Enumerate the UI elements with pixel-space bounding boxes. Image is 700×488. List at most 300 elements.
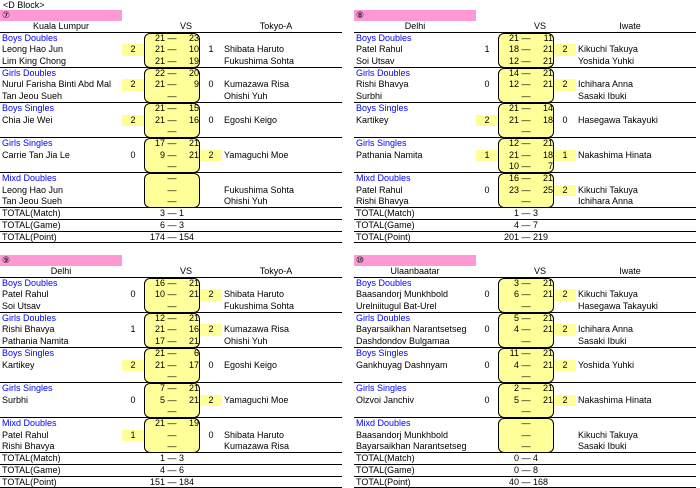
score-right: [533, 126, 553, 138]
games-won-left: [122, 161, 144, 173]
event-name: Boys Singles: [356, 102, 409, 113]
event-row: [0, 313, 342, 325]
games-won-right: [554, 430, 576, 442]
total-label: TOTAL(Point): [2, 231, 57, 242]
match-board: [0, 255, 342, 488]
player-right: [578, 406, 696, 418]
score-left: 2: [513, 382, 519, 393]
player-row: [354, 324, 696, 336]
score-left: 21: [154, 44, 165, 55]
total-label: TOTAL(Point): [356, 476, 411, 487]
player-right: [224, 371, 342, 383]
player-left: [356, 161, 474, 173]
event-row: [354, 173, 696, 185]
player-row: [354, 79, 696, 91]
total-label: TOTAL(Point): [356, 231, 411, 242]
games-won-right: [554, 406, 576, 418]
score-left: 21: [154, 359, 165, 370]
player-left: Chia Jie Wei: [2, 114, 53, 125]
games-won-left: 0: [130, 394, 136, 405]
score-right: [179, 371, 199, 383]
event-name: Mixd Doubles: [356, 418, 411, 429]
score-dash: —: [167, 382, 177, 393]
total-dash: —: [521, 231, 531, 242]
score-right: [533, 196, 553, 208]
games-won-left: 0: [484, 359, 490, 370]
player-row: [0, 371, 342, 383]
event-row: [354, 68, 696, 80]
total-row: [0, 232, 342, 244]
score-right: [533, 418, 553, 430]
games-won-right: 2: [200, 289, 222, 301]
score-dash: —: [521, 289, 531, 300]
total-label: TOTAL(Match): [356, 208, 415, 219]
score-right: 16: [188, 324, 199, 335]
total-label: TOTAL(Game): [356, 219, 415, 230]
player-row: [354, 301, 696, 313]
score-left: 4: [513, 324, 519, 335]
score-right: 21: [188, 394, 199, 405]
games-won-right: 0: [208, 79, 214, 90]
player-row: [0, 324, 342, 336]
event-name: Girls Doubles: [356, 67, 411, 78]
player-right: Shibata Haruto: [224, 429, 285, 440]
event-row: [354, 33, 696, 45]
player-right: [578, 371, 696, 383]
games-won-left: [476, 371, 498, 383]
player-left: Rishi Bhavya: [2, 324, 55, 335]
score-left: [145, 126, 165, 138]
player-right: [224, 126, 342, 138]
score-right: [179, 126, 199, 138]
player-row: [354, 336, 696, 348]
total-row: [354, 453, 696, 465]
score-left: 21: [154, 347, 165, 358]
player-left: Soi Utsav: [356, 56, 395, 67]
score-right: [179, 196, 199, 208]
score-dash: —: [521, 312, 531, 323]
player-left: Kartikey: [356, 114, 389, 125]
score-left: 7: [159, 382, 165, 393]
score-dash: —: [167, 149, 177, 160]
games-won-left: [122, 301, 144, 313]
games-won-left: [476, 336, 498, 348]
score-dash: —: [521, 173, 531, 184]
event-name: Boys Singles: [2, 102, 55, 113]
games-won-right: [200, 371, 222, 383]
score-dash: —: [521, 79, 531, 90]
player-right: Yoshida Yuhki: [578, 359, 635, 370]
player-row: [0, 79, 342, 91]
total-row: [0, 465, 342, 477]
score-left: 16: [508, 173, 519, 184]
player-left: [2, 161, 120, 173]
games-won-right: [554, 301, 576, 313]
player-left: Surbhi: [2, 394, 29, 405]
games-won-left: [476, 441, 498, 453]
score-dash: —: [521, 418, 531, 429]
player-row: [0, 185, 342, 197]
player-left: [356, 406, 474, 418]
score-right: 10: [188, 44, 199, 55]
score-right: [533, 371, 553, 383]
player-left: Baasandorj Munkhbold: [356, 289, 449, 300]
score-dash: —: [167, 336, 177, 347]
player-right: [578, 161, 696, 173]
event-row: [0, 68, 342, 80]
team-header-row: [354, 266, 696, 278]
total-left: 174: [149, 231, 165, 242]
player-row: [354, 430, 696, 442]
player-left: Carrie Tan Jia Le: [2, 149, 70, 160]
match-number: ⑨: [0, 255, 122, 266]
player-row: [354, 126, 696, 138]
score-dash: —: [167, 114, 177, 125]
team-left-name: Delhi: [50, 266, 72, 276]
games-won-left: 0: [484, 184, 490, 195]
score-left: 21: [154, 418, 165, 429]
score-dash: —: [521, 371, 531, 382]
event-name: Girls Singles: [2, 382, 53, 393]
event-name: Girls Singles: [356, 137, 407, 148]
games-won-right: [554, 371, 576, 383]
player-row: [354, 289, 696, 301]
total-dash: —: [521, 453, 531, 464]
score-dash: —: [167, 79, 177, 90]
score-dash: —: [521, 347, 531, 358]
player-left: Kartikey: [2, 359, 35, 370]
games-won-right: [554, 196, 576, 208]
score-left: [145, 173, 165, 185]
games-won-right: 2: [554, 324, 576, 336]
player-right: Kikuchi Takuya: [578, 44, 638, 55]
player-right: Ichihara Anna: [578, 196, 634, 207]
total-left: 6: [159, 219, 165, 230]
games-won-right: [554, 336, 576, 348]
total-label: TOTAL(Game): [2, 464, 61, 475]
event-name: Boys Doubles: [2, 32, 58, 43]
score-dash: —: [167, 324, 177, 335]
games-won-right: [200, 185, 222, 197]
player-right: Fukushima Sohta: [224, 301, 295, 312]
score-dash: —: [167, 289, 177, 300]
score-left: 5: [513, 394, 519, 405]
total-right: 168: [533, 476, 549, 487]
event-row: [354, 313, 696, 325]
games-won-right: 2: [554, 185, 576, 197]
games-won-right: [200, 406, 222, 418]
score-right: 21: [542, 347, 553, 358]
player-row: [0, 196, 342, 208]
player-right: Egoshi Keigo: [224, 114, 278, 125]
event-row: [354, 348, 696, 360]
player-row: [0, 301, 342, 313]
score-right: 21: [188, 336, 199, 347]
player-left: Surbhi: [356, 91, 383, 102]
score-right: 7: [547, 161, 553, 172]
vs-label: VS: [179, 21, 192, 31]
games-won-right: 2: [200, 150, 222, 162]
score-right: 18: [542, 114, 553, 125]
player-left: [2, 126, 120, 138]
total-right: 3: [533, 208, 539, 219]
score-left: 3: [513, 277, 519, 288]
player-right: Sasaki Ibuki: [578, 336, 627, 347]
event-row: [0, 383, 342, 395]
score-dash: —: [521, 382, 531, 393]
score-right: [533, 336, 553, 348]
score-dash: —: [521, 67, 531, 78]
score-dash: —: [167, 301, 177, 312]
score-dash: —: [521, 149, 531, 160]
score-dash: —: [521, 429, 531, 440]
event-row: [354, 383, 696, 395]
total-row: [354, 465, 696, 477]
games-won-left: [122, 126, 144, 138]
player-row: [354, 360, 696, 372]
player-row: [0, 161, 342, 173]
score-left: 21: [154, 79, 165, 90]
player-row: [354, 441, 696, 453]
score-dash: —: [521, 394, 531, 405]
score-right: 18: [542, 149, 553, 160]
score-dash: —: [521, 301, 531, 312]
player-right: Nakashima Hinata: [578, 149, 652, 160]
score-left: [145, 371, 165, 383]
score-left: 12: [508, 137, 519, 148]
player-right: Nakashima Hinata: [578, 394, 652, 405]
games-won-right: [554, 126, 576, 138]
player-right: Kumazawa Risa: [224, 79, 290, 90]
score-left: [499, 406, 519, 418]
player-right: Sasaki Ibuki: [578, 91, 627, 102]
player-left: Rishi Bhavya: [2, 441, 55, 452]
player-row: [354, 161, 696, 173]
total-label: TOTAL(Match): [2, 453, 61, 464]
games-won-left: [122, 56, 144, 68]
games-won-right: 2: [554, 395, 576, 407]
player-right: Kumazawa Risa: [224, 324, 290, 335]
team-left-name: Ulaanbaatar: [390, 266, 440, 276]
player-left: Pathania Namita: [356, 149, 423, 160]
player-left: Pathania Namita: [2, 336, 69, 347]
score-left: 21: [508, 114, 519, 125]
total-left: 1: [159, 453, 165, 464]
games-won-left: [122, 371, 144, 383]
player-row: [0, 289, 342, 301]
total-dash: —: [167, 453, 177, 464]
vs-label: VS: [533, 21, 546, 31]
games-won-right: [200, 301, 222, 313]
score-left: 23: [508, 184, 519, 195]
event-name: Mixd Doubles: [2, 418, 57, 429]
score-right: [179, 430, 199, 442]
score-right: 14: [542, 102, 553, 113]
total-dash: —: [521, 464, 531, 475]
total-row: [354, 477, 696, 488]
score-dash: —: [521, 137, 531, 148]
games-won-left: 2: [476, 115, 498, 127]
player-right: Shibata Haruto: [224, 289, 285, 300]
player-row: [0, 91, 342, 103]
total-left: 1: [513, 208, 519, 219]
team-header-row: [0, 21, 342, 33]
score-dash: —: [167, 56, 177, 67]
total-row: [0, 477, 342, 488]
score-left: [499, 301, 519, 313]
player-left: [2, 406, 120, 418]
games-won-left: 0: [484, 79, 490, 90]
player-row: [0, 44, 342, 56]
player-left: Rishi Bhavya: [356, 196, 409, 207]
match-number: ⑦: [0, 10, 122, 21]
score-right: 21: [542, 137, 553, 148]
player-row: [0, 406, 342, 418]
score-right: [179, 441, 199, 453]
score-dash: —: [521, 56, 531, 67]
score-right: 21: [188, 289, 199, 300]
games-won-right: [200, 336, 222, 348]
games-won-left: [122, 336, 144, 348]
games-won-left: 1: [122, 430, 144, 442]
player-row: [354, 91, 696, 103]
player-row: [0, 336, 342, 348]
games-won-left: [476, 406, 498, 418]
score-dash: —: [167, 102, 177, 113]
event-name: Boys Doubles: [356, 277, 412, 288]
player-row: [0, 115, 342, 127]
games-won-left: [122, 196, 144, 208]
games-won-left: 2: [122, 360, 144, 372]
event-row: [354, 418, 696, 430]
player-left: Leong Hao Jun: [2, 44, 64, 55]
score-right: 21: [188, 277, 199, 288]
player-right: Kikuchi Takuya: [578, 289, 638, 300]
player-left: Patel Rahul: [356, 44, 403, 55]
team-left-name: Kuala Lumpur: [32, 21, 90, 31]
player-row: [354, 56, 696, 68]
block-title: <D Block>: [3, 0, 45, 10]
games-won-right: [200, 441, 222, 453]
score-right: [533, 441, 553, 453]
score-right: 21: [542, 277, 553, 288]
games-won-right: [200, 91, 222, 103]
event-name: Mixd Doubles: [2, 173, 57, 184]
player-left: Baasandorj Munkhbold: [356, 429, 449, 440]
player-row: [354, 44, 696, 56]
score-right: [179, 161, 199, 173]
player-right: Kikuchi Takuya: [578, 429, 638, 440]
player-right: Ohishi Yuh: [224, 336, 268, 347]
games-won-left: [122, 91, 144, 103]
score-right: [179, 91, 199, 103]
total-left: 3: [159, 208, 165, 219]
score-right: 21: [542, 289, 553, 300]
team-header-row: [354, 21, 696, 33]
player-right: Sasaki Ibuki: [578, 441, 627, 452]
score-dash: —: [167, 44, 177, 55]
total-row: [0, 208, 342, 220]
games-won-left: 1: [130, 324, 136, 335]
score-left: [499, 91, 519, 103]
score-left: 21: [508, 102, 519, 113]
score-right: [533, 91, 553, 103]
match-board: [354, 255, 696, 488]
games-won-left: 2: [122, 115, 144, 127]
score-left: [499, 371, 519, 383]
total-right: 184: [179, 476, 195, 487]
event-row: [0, 138, 342, 150]
total-right: 6: [179, 464, 185, 475]
games-won-right: [554, 91, 576, 103]
games-won-right: 2: [200, 324, 222, 336]
score-right: 21: [188, 312, 199, 323]
player-right: [578, 126, 696, 138]
score-right: [179, 185, 199, 197]
total-right: 8: [533, 464, 539, 475]
player-left: Patel Rahul: [2, 429, 49, 440]
total-left: 0: [513, 464, 519, 475]
event-row: [0, 418, 342, 430]
score-left: 17: [154, 336, 165, 347]
score-right: 17: [188, 359, 199, 370]
player-row: [0, 126, 342, 138]
score-left: 16: [154, 277, 165, 288]
match-board: [0, 10, 342, 243]
score-dash: —: [521, 126, 531, 137]
player-right: Ohishi Yuh: [224, 196, 268, 207]
score-left: 5: [513, 312, 519, 323]
games-won-left: 0: [484, 324, 490, 335]
games-won-left: 2: [122, 79, 144, 91]
player-right: Hasegawa Takayuki: [578, 114, 658, 125]
score-right: 21: [542, 312, 553, 323]
games-won-right: [200, 56, 222, 68]
games-won-left: [122, 406, 144, 418]
total-right: 1: [179, 208, 185, 219]
total-label: TOTAL(Point): [2, 476, 57, 487]
total-left: 4: [513, 219, 519, 230]
player-left: Rishi Bhavya: [356, 79, 409, 90]
score-dash: —: [521, 114, 531, 125]
total-dash: —: [167, 231, 177, 242]
total-dash: —: [167, 208, 177, 219]
total-row: [354, 232, 696, 244]
games-won-right: 0: [208, 114, 214, 125]
score-right: 21: [188, 137, 199, 148]
score-dash: —: [521, 91, 531, 102]
player-right: Yamaguchi Moe: [224, 394, 289, 405]
match-board: [354, 10, 696, 243]
score-left: [145, 185, 165, 197]
player-right: Hasegawa Takayuki: [578, 301, 658, 312]
score-left: 9: [159, 149, 165, 160]
event-name: Girls Doubles: [2, 67, 57, 78]
player-left: Patel Rahul: [2, 289, 49, 300]
score-left: 6: [513, 289, 519, 300]
event-row: [0, 173, 342, 185]
score-right: 21: [542, 56, 553, 67]
games-won-right: 1: [554, 150, 576, 162]
score-dash: —: [521, 102, 531, 113]
score-right: [179, 173, 199, 185]
score-left: 21: [154, 114, 165, 125]
score-dash: —: [167, 429, 177, 440]
games-won-left: [476, 430, 498, 442]
player-left: Olzvoi Janchiv: [356, 394, 415, 405]
score-right: 23: [188, 32, 199, 43]
score-left: 21: [154, 324, 165, 335]
